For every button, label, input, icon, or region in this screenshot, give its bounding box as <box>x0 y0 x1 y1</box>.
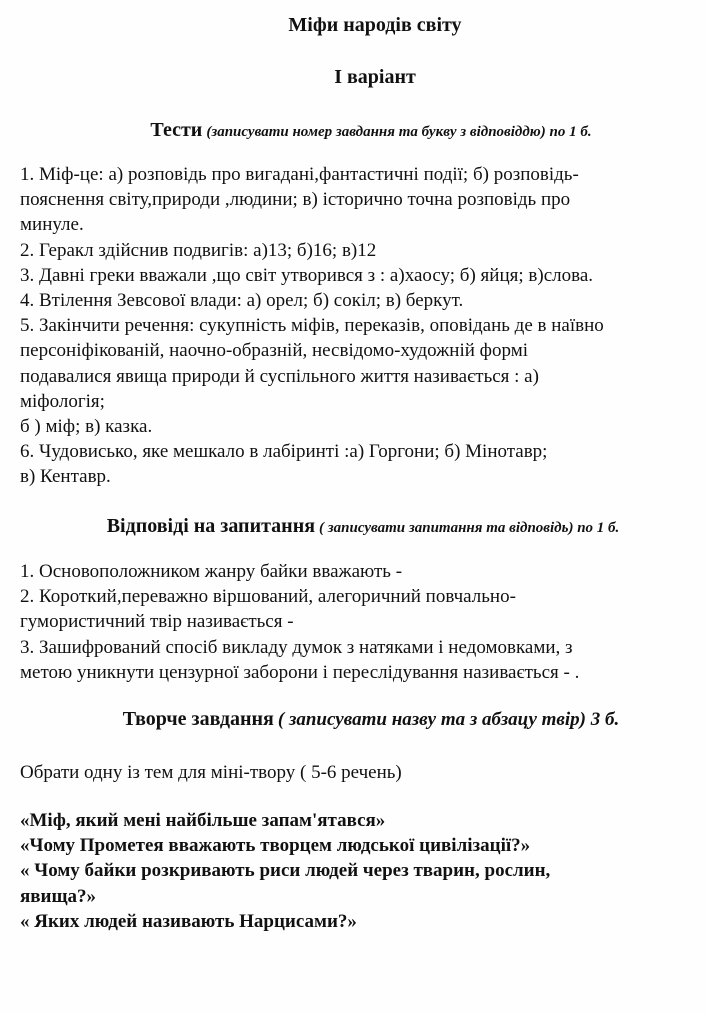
text-line: б ) міф; в) казка. <box>20 416 153 438</box>
topic-line: явища?» <box>20 885 97 907</box>
creative-heading-label: Творче завдання <box>122 708 274 730</box>
text-line: 4. Втілення Зевсової влади: а) орел; б) сокіл; в) беркут. <box>20 290 464 312</box>
text-line: міфологія; <box>20 390 105 412</box>
text-line: в) Кентавр. <box>20 466 111 488</box>
creative-heading-note: ( записувати назву та з абзацу твір) 3 б. <box>277 709 620 730</box>
answers-heading-note: ( записувати запитання та відповідь) по 1 б. <box>319 520 620 536</box>
variant-title: І варіант <box>334 66 416 88</box>
answers-questions <box>20 559 706 685</box>
text-line: 1. Основоположником жанру байки вважають - <box>20 561 403 582</box>
tests-heading-note: (записувати номер завдання та букву з відповіддю) по 1 б. <box>206 124 592 140</box>
document-title: Міфи народів світу <box>288 14 462 36</box>
tests-heading-label: Тести <box>150 119 203 141</box>
topic-line: « Чому байки розкривають риси людей через тварин, рослин, <box>20 860 551 882</box>
text-line: 6. Чудовисько, яке мешкало в лабіринті :а) Горгони; б) Мінотавр; <box>20 441 548 463</box>
answers-heading-label: Відповіді на запитання <box>106 515 316 537</box>
text-line: 3. Давні греки вважали ,що світ утворився з : а)хаосу; б) яйця; в)слова. <box>20 264 594 286</box>
text-line: пояснення світу,природи ,людини; в) історично точна розповідь про <box>20 189 571 211</box>
text-line: минуле. <box>20 214 84 236</box>
text-line: персоніфікованій, наочно-образній, несвідомо-художній формі <box>20 340 528 362</box>
text-line: метою уникнути цензурної заборони і переслідування називається - . <box>20 661 580 683</box>
creative-topics <box>20 808 706 934</box>
text-line: Обрати одну із тем для міні-твору ( 5-6 речень) <box>20 762 402 783</box>
topic-line: « Яких людей називають Нарцисами?» <box>20 910 357 932</box>
text-line: подавалися явища природи й суспільного життя називається : а) <box>20 365 539 387</box>
creative-intro <box>20 760 706 785</box>
text-line: 1. Міф-це: а) розповідь про вигадані,фантастичні події; б) розповідь- <box>20 164 579 185</box>
text-line: гумористичний твір називається - <box>20 611 294 633</box>
text-line: 2. Короткий,переважно віршований, алегоричний повчально- <box>20 586 516 608</box>
creative-heading <box>18 708 706 731</box>
topic-line: «Чому Прометея вважають творцем людської цивілізації?» <box>20 835 531 857</box>
text-line: 2. Геракл здійснив подвигів: а)13; б)16; в)12 <box>20 239 377 261</box>
text-line: 3. Зашифрований спосіб викладу думок з натяками і недомовками, з <box>20 636 573 658</box>
tests-heading <box>18 119 706 142</box>
text-line: 5. Закінчити речення: сукупність міфів, переказів, оповідань де в наївно <box>20 315 604 337</box>
answers-heading <box>10 515 706 538</box>
tests-questions <box>20 162 706 490</box>
topic-line: «Міф, який мені найбільше запам'ятався» <box>20 810 386 831</box>
